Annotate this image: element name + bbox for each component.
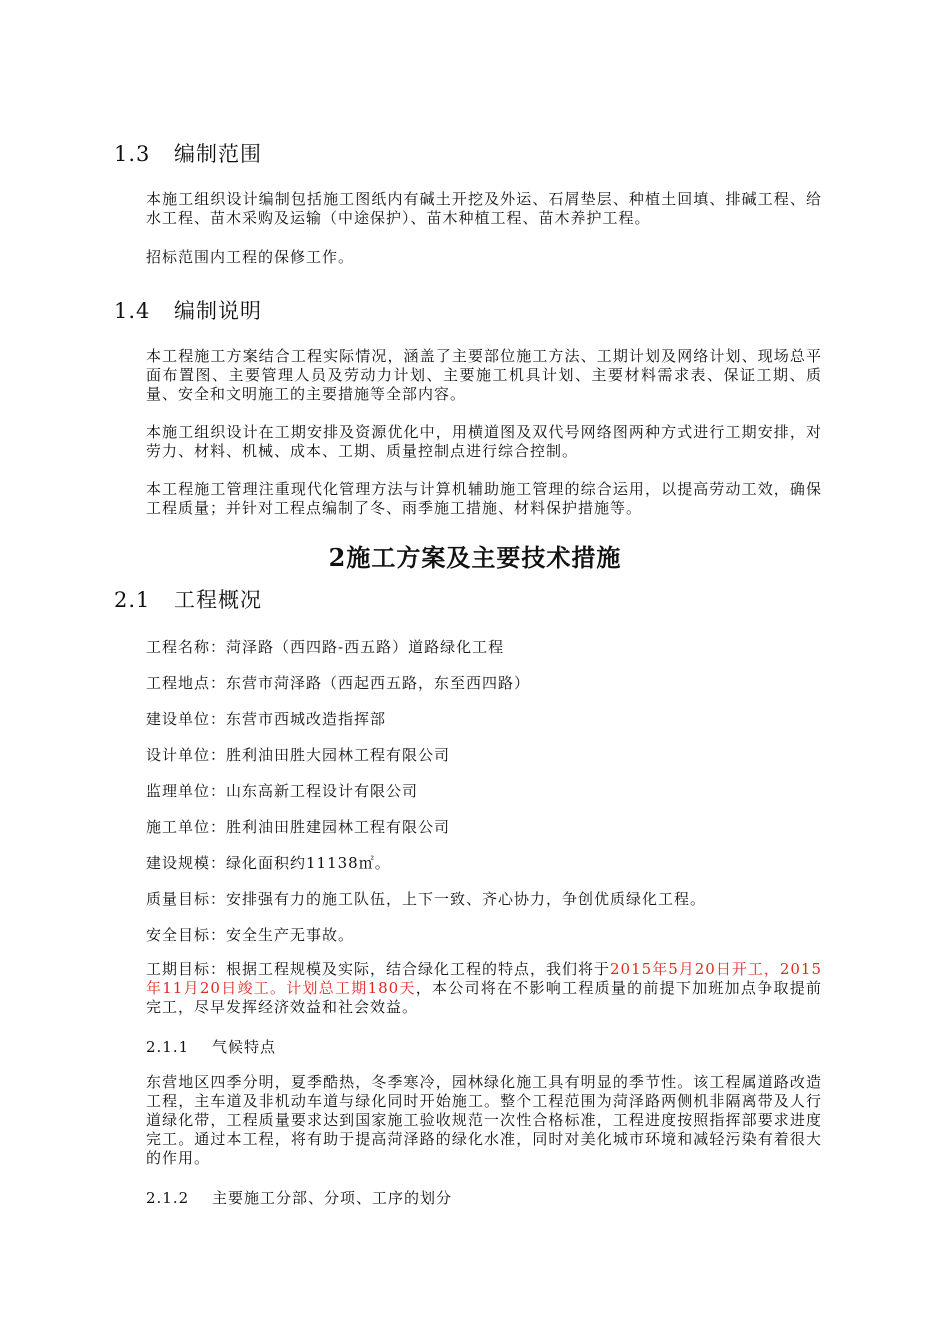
section-1-3-heading [114, 138, 262, 168]
paragraph: 东营地区四季分明，夏季酷热，冬季寒冷，园林绿化施工具有明显的季节性。该工程属道路改造工程，主车道及非机动车道与绿化同时开始施工。整个工程范围为菏泽路两侧机非隔离带及人行道绿化带，工程质量要求达到国家施工验收规范一次性合格标准，工程进度按照指挥部要求进度完工。通过本工程，将有助于提高菏泽路的绿化水准，同时对美化城市环境和减轻污染有着很大的作用。 [146, 1073, 822, 1167]
paragraph: 本工程施工管理注重现代化管理方法与计算机辅助施工管理的综合运用，以提高劳动工效，确保工程质量；并针对工程点编制了冬、雨季施工措施、材料保护措施等。 [146, 480, 822, 517]
schedule-highlight: 2015年5月20日开工，2015年11月20日竣工。计划总工期180天 [146, 960, 822, 997]
design-unit: 设计单位：胜利油田胜大园林工程有限公司 [146, 746, 451, 764]
chapter-2-title: 2施工方案及主要技术措施 [328, 543, 622, 572]
section-number: 1.3 [114, 142, 151, 166]
section-title: 编制范围 [174, 142, 262, 166]
section-title: 气候特点 [212, 1038, 277, 1056]
section-2-1-heading [114, 584, 262, 614]
supervision-unit: 监理单位：山东高新工程设计有限公司 [146, 782, 419, 800]
schedule-text: 工期目标：根据工程规模及实际，结合绿化工程的特点，我们将于 [146, 960, 611, 978]
construction-scale: 建设规模：绿化面积约11138㎡。 [146, 854, 391, 872]
schedule-text: ，本公司将在不影响工程质量的前提下加班加点争取提前完工，尽早发挥经济效益和社会效益。 [146, 979, 822, 1016]
construction-unit: 建设单位：东营市西城改造指挥部 [146, 710, 387, 728]
section-number: 2.1.1 [146, 1038, 190, 1056]
section-2-1-2-heading [146, 1187, 452, 1208]
section-title: 工程概况 [174, 588, 262, 612]
section-number: 2.1.2 [146, 1189, 190, 1207]
section-number: 2.1 [114, 588, 151, 612]
safety-goal: 安全目标：安全生产无事故。 [146, 926, 355, 944]
project-location: 工程地点：东营市菏泽路（西起西五路，东至西四路） [146, 674, 531, 692]
contractor: 施工单位：胜利油田胜建园林工程有限公司 [146, 818, 451, 836]
paragraph: 本工程施工方案结合工程实际情况，涵盖了主要部位施工方法、工期计划及网络计划、现场总平面布置图、主要管理人员及劳动力计划、主要施工机具计划、主要材料需求表、保证工期、质量、安全和文明施工的主要措施等全部内容。 [146, 347, 822, 403]
section-title: 主要施工分部、分项、工序的划分 [212, 1189, 453, 1207]
section-number: 1.4 [114, 299, 151, 323]
quality-goal: 质量目标：安排强有力的施工队伍，上下一致、齐心协力，争创优质绿化工程。 [146, 890, 707, 908]
paragraph: 本施工组织设计在工期安排及资源优化中，用横道图及双代号网络图两种方式进行工期安排，对劳力、材料、机械、成本、工期、质量控制点进行综合控制。 [146, 423, 822, 460]
section-1-4-heading [114, 295, 262, 325]
paragraph: 本施工组织设计编制包括施工图纸内有碱土开挖及外运、石屑垫层、种植土回填、排碱工程、给水工程、苗木采购及运输（中途保护）、苗木种植工程、苗木养护工程。 [146, 190, 822, 227]
section-title: 编制说明 [174, 299, 262, 323]
section-2-1-1-heading [146, 1036, 276, 1057]
schedule-goal [146, 960, 822, 1017]
paragraph: 招标范围内工程的保修工作。 [146, 248, 355, 266]
project-name: 工程名称：菏泽路（西四路-西五路）道路绿化工程 [146, 638, 505, 656]
